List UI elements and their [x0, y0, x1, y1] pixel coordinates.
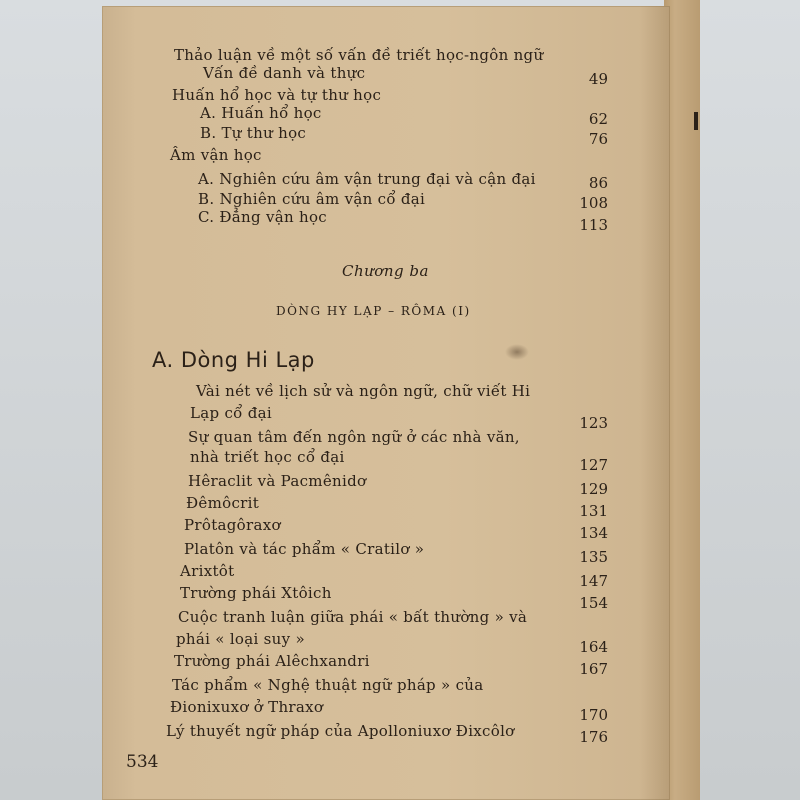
toc-entry: Arixtôt	[180, 562, 235, 580]
toc-page-number: 154	[579, 594, 608, 612]
toc-entry: Đionixuxơ ở Thraxơ	[170, 698, 324, 716]
toc-entry: Huấn hổ học và tự thư học	[172, 86, 382, 104]
toc-page-number: 131	[579, 502, 608, 520]
toc-page-number: 170	[579, 706, 608, 724]
page-number: 534	[126, 752, 159, 772]
toc-page-number: 86	[588, 174, 608, 192]
toc-entry: Tác phẩm « Nghệ thuật ngữ pháp » của	[172, 676, 484, 694]
ink-smudge	[505, 344, 529, 360]
toc-entry: Lý thuyết ngữ pháp của Apolloniuxơ Đixcôlơ	[166, 722, 515, 740]
toc-page-number: 62	[588, 110, 608, 128]
chapter-label: Chương ba	[342, 262, 429, 280]
toc-page-number: 134	[579, 524, 608, 542]
section-title: A. Dòng Hi Lạp	[152, 348, 315, 372]
toc-entry: B. Nghiên cứu âm vận cổ đại	[198, 190, 426, 208]
toc-page-number: 113	[579, 216, 608, 234]
toc-entry: nhà triết học cổ đại	[190, 448, 345, 466]
toc-entry: Sự quan tâm đến ngôn ngữ ở các nhà văn,	[188, 428, 520, 446]
toc-page-number: 164	[579, 638, 608, 656]
toc-page-number: 49	[588, 70, 608, 88]
chapter-title: DÒNG HY LẠP – RÔMA (I)	[276, 304, 471, 318]
toc-entry: Lạp cổ đại	[190, 404, 272, 422]
toc-entry: Vấn đề danh và thực	[203, 64, 366, 82]
toc-entry: B. Tự thư học	[200, 124, 307, 142]
toc-entry: A. Huấn hổ học	[200, 104, 322, 122]
toc-entry: Đêmôcrit	[186, 494, 260, 512]
toc-entry: Hêraclit và Pacmênidơ	[188, 472, 367, 490]
toc-entry: Âm vận học	[170, 146, 262, 164]
toc-entry: Trường phái Alêchxandri	[174, 652, 370, 670]
binding-shadow	[640, 6, 670, 800]
toc-page-number: 127	[579, 456, 608, 474]
toc-entry: Vài nét về lịch sử và ngôn ngữ, chữ viết Hi	[196, 382, 531, 400]
toc-entry: Cuộc tranh luận giữa phái « bất thường » và	[178, 608, 528, 626]
toc-page-number: 176	[579, 728, 608, 746]
toc-page-number: 129	[579, 480, 608, 498]
toc-page-number: 147	[579, 572, 608, 590]
toc-page-number: 108	[579, 194, 608, 212]
toc-entry: Prôtagôraxơ	[184, 516, 281, 534]
toc-entry: Thảo luận về một số vấn đề triết học-ngôn ngữ	[174, 46, 544, 64]
toc-entry: phái « loại suy »	[176, 630, 305, 648]
toc-entry: Platôn và tác phẩm « Cratilơ »	[184, 540, 425, 558]
edge-mark	[694, 112, 698, 130]
toc-page-number: 123	[579, 414, 608, 432]
toc-page-number: 167	[579, 660, 608, 678]
toc-entry: A. Nghiên cứu âm vận trung đại và cận đại	[198, 170, 536, 188]
toc-page-number: 135	[579, 548, 608, 566]
toc-entry: C. Đẳng vận học	[198, 208, 327, 226]
toc-entry: Trường phái Xtôich	[180, 584, 332, 602]
toc-page-number: 76	[588, 130, 608, 148]
